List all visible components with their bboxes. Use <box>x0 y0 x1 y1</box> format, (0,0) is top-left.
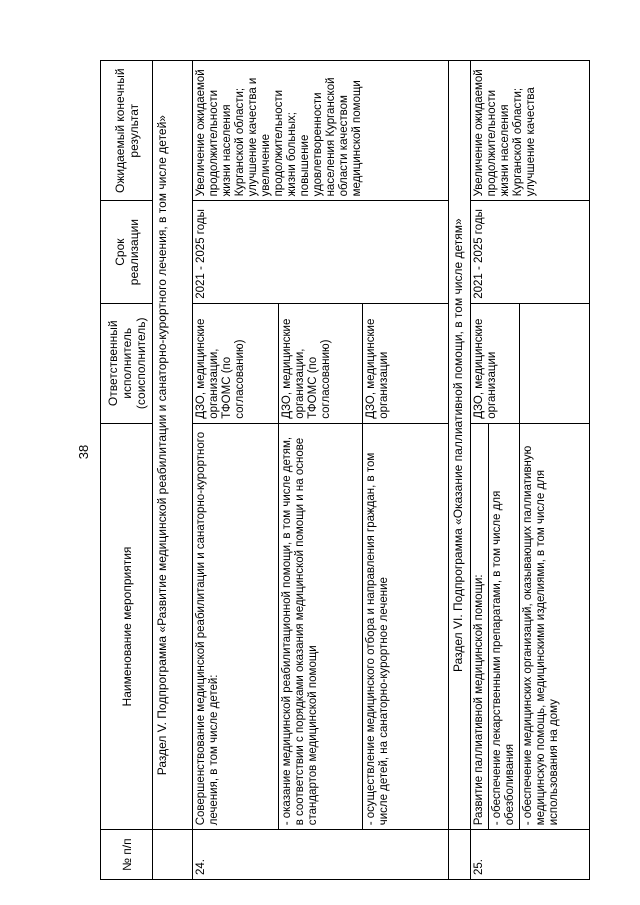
measure-name: Совершенствование медицинской реабилитации и санаторно-курортного лечения, в том числе детей: <box>193 423 279 830</box>
header-result: Ожидаемый конечный результат <box>101 61 153 201</box>
table-header-row <box>101 61 153 880</box>
measure-name: Развитие паллиативной медицинской помощи: <box>471 423 489 830</box>
header-num: № п/п <box>101 830 153 880</box>
section-row <box>153 61 193 880</box>
measure-name: - обеспечение медицинских организаций, оказывающих паллиативную медицинскую помощь, медицинскими изделиями, в том числе для использования на дому <box>520 423 590 830</box>
table-row <box>193 61 279 880</box>
expected-result: Увеличение ожидаемой продолжительности жизни населения Курганской области; улучшение качества и увеличение продолжительности жизни больных; повышение удовлетворенности населения Курганской области качеством медицинской помощи <box>193 61 449 201</box>
section-6-title: Раздел VI. Подпрограмма «Оказание паллиативной помощи, в том числе детям» <box>449 61 471 830</box>
table-row <box>471 61 489 880</box>
header-name: Наименование мероприятия <box>101 423 153 830</box>
responsible-executor: ДЗО, медицинские организации, ТФОМС (по согласованию) <box>193 303 279 423</box>
responsible-executor: ДЗО, медицинские организации <box>471 303 520 423</box>
implementation-period: 2021 - 2025 годы <box>471 201 590 303</box>
row-number: 25. <box>471 830 590 880</box>
row-number: 24. <box>193 830 449 880</box>
responsible-executor: ДЗО, медицинские организации <box>363 303 449 423</box>
section-row <box>449 61 471 880</box>
header-period: Срок реализации <box>101 201 153 303</box>
responsible-executor: ДЗО, медицинские организации, ТФОМС (по согласованию) <box>279 303 363 423</box>
expected-result: Увеличение ожидаемой продолжительности жизни населения Курганской области; улучшение качества <box>471 61 590 201</box>
implementation-period: 2021 - 2025 годы <box>193 201 449 303</box>
measure-name: - обеспечение лекарственными препаратами, в том числе для обезболивания <box>489 423 520 830</box>
responsible-executor-empty <box>520 303 590 423</box>
measure-name: - оказание медицинской реабилитационной помощи, в том числе детям, в соответствии с порядками оказания медицинской помощи и на основе стандартов медицинской помощи <box>279 423 363 830</box>
plan-table <box>100 60 590 880</box>
measure-name: - осуществление медицинского отбора и направления граждан, в том числе детей, на санаторно-курортное лечение <box>363 423 449 830</box>
header-responsible: Ответственный исполнитель (соисполнитель) <box>101 303 153 423</box>
plan-table-container <box>100 60 586 880</box>
section-5-title: Раздел V. Подпрограмма «Развитие медицинской реабилитации и санаторно-курортного лечения, в том числе детей» <box>153 61 193 830</box>
page-number: 38 <box>76 444 91 460</box>
